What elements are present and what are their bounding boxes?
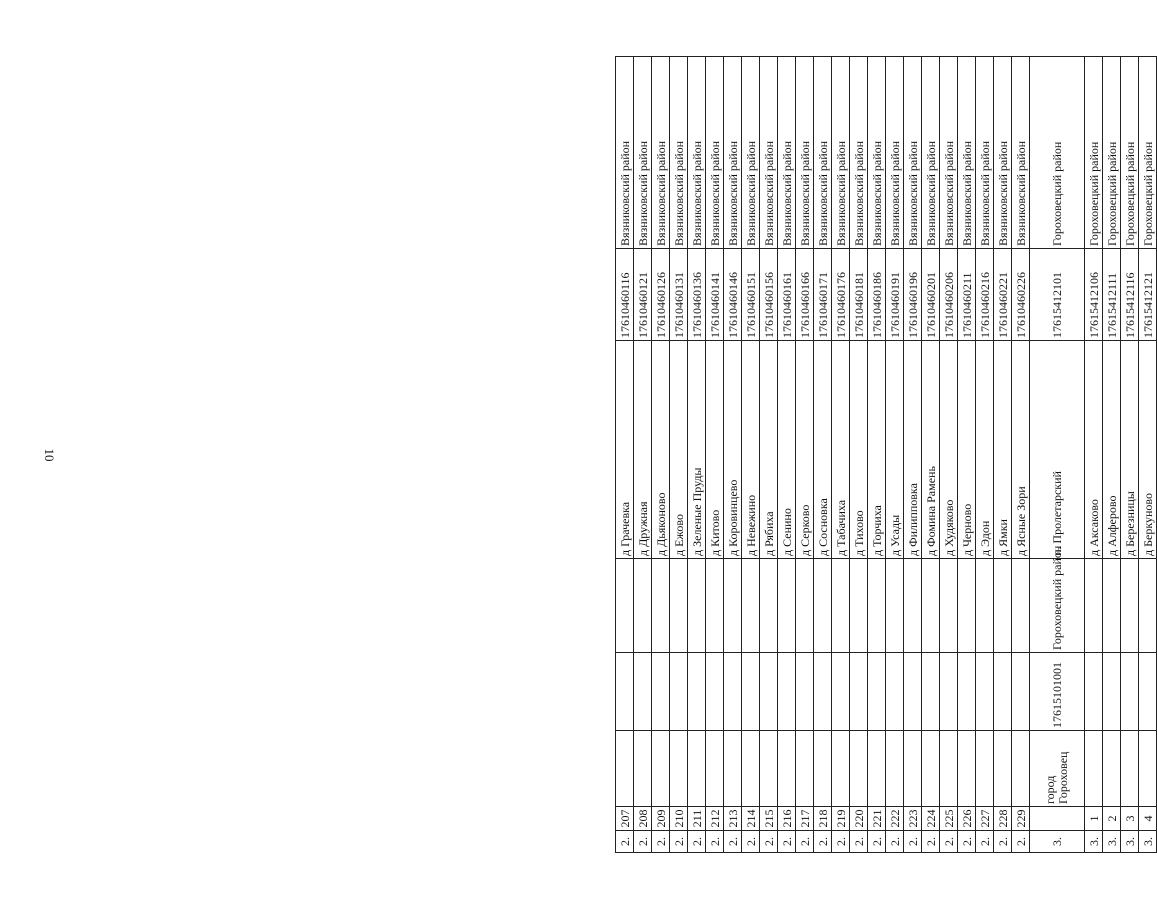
cell-district	[634, 559, 652, 653]
cell-n2: 4	[1139, 807, 1157, 831]
cell-city	[814, 731, 832, 807]
cell-city	[904, 731, 922, 807]
cell-n1: 3.	[1030, 831, 1085, 853]
cell-region: Вязниковский район	[868, 57, 886, 249]
cell-city: город Гороховец	[1030, 731, 1085, 807]
table-row	[832, 57, 850, 853]
cell-n1: 2.	[994, 831, 1012, 853]
cell-district	[850, 559, 868, 653]
cell-code1	[616, 653, 634, 731]
cell-n1: 2.	[706, 831, 724, 853]
cell-region: Вязниковский район	[886, 57, 904, 249]
cell-code2: 17610460186	[868, 249, 886, 341]
cell-n2: 212	[706, 807, 724, 831]
cell-n2: 2	[1103, 807, 1121, 831]
cell-place: д Эдон	[976, 341, 994, 559]
cell-city	[742, 731, 760, 807]
table-row	[634, 57, 652, 853]
cell-district	[724, 559, 742, 653]
cell-n1: 2.	[832, 831, 850, 853]
table-row	[742, 57, 760, 853]
cell-place: д Рябиха	[760, 341, 778, 559]
cell-city	[832, 731, 850, 807]
cell-code1	[670, 653, 688, 731]
cell-region: Вязниковский район	[634, 57, 652, 249]
cell-city	[886, 731, 904, 807]
cell-region: Вязниковский район	[958, 57, 976, 249]
cell-district	[904, 559, 922, 653]
table-row	[940, 57, 958, 853]
cell-region: Вязниковский район	[616, 57, 634, 249]
cell-region: Вязниковский район	[796, 57, 814, 249]
cell-code1	[814, 653, 832, 731]
cell-place: д Филипповка	[904, 341, 922, 559]
cell-place: д Серково	[796, 341, 814, 559]
table-row	[1121, 57, 1139, 853]
cell-region: Вязниковский район	[652, 57, 670, 249]
cell-place: д Зеленые Пруды	[688, 341, 706, 559]
cell-region: Гороховецкий район	[1103, 57, 1121, 249]
cell-region: Вязниковский район	[832, 57, 850, 249]
cell-code1	[1103, 653, 1121, 731]
table-row	[1012, 57, 1030, 853]
cell-city	[850, 731, 868, 807]
cell-district	[688, 559, 706, 653]
cell-code2: 17610460126	[652, 249, 670, 341]
cell-city	[688, 731, 706, 807]
cell-n2: 221	[868, 807, 886, 831]
cell-place: п. Пролетарский	[1030, 341, 1085, 559]
cell-code1	[1139, 653, 1157, 731]
cell-n2: 218	[814, 807, 832, 831]
cell-code1	[1085, 653, 1103, 731]
cell-code1	[868, 653, 886, 731]
cell-code2: 17610460191	[886, 249, 904, 341]
table-row	[796, 57, 814, 853]
cell-district	[652, 559, 670, 653]
cell-city	[760, 731, 778, 807]
cell-n2: 215	[760, 807, 778, 831]
cell-code1	[706, 653, 724, 731]
cell-district	[958, 559, 976, 653]
cell-n1: 2.	[778, 831, 796, 853]
cell-code1	[832, 653, 850, 731]
cell-place: д Аксаково	[1085, 341, 1103, 559]
table-row	[1139, 57, 1157, 853]
table-row	[1085, 57, 1103, 853]
cell-n1: 3.	[1139, 831, 1157, 853]
table-row	[652, 57, 670, 853]
rotated-table-container	[615, 57, 1155, 853]
cell-code1	[1012, 653, 1030, 731]
cell-district	[814, 559, 832, 653]
cell-city	[706, 731, 724, 807]
cell-n1: 2.	[616, 831, 634, 853]
cell-city	[670, 731, 688, 807]
cell-region: Гороховецкий район	[1085, 57, 1103, 249]
cell-place: д Дьяконово	[652, 341, 670, 559]
table-body	[616, 57, 1157, 853]
cell-city	[724, 731, 742, 807]
cell-place: д Табачиха	[832, 341, 850, 559]
table-row	[850, 57, 868, 853]
cell-code2: 17615412101	[1030, 249, 1085, 341]
cell-district	[706, 559, 724, 653]
cell-code1	[850, 653, 868, 731]
cell-place: д Невежино	[742, 341, 760, 559]
cell-city	[1085, 731, 1103, 807]
cell-district	[796, 559, 814, 653]
cell-n1: 2.	[850, 831, 868, 853]
cell-code2: 17610460171	[814, 249, 832, 341]
cell-code1	[904, 653, 922, 731]
cell-district	[976, 559, 994, 653]
cell-district	[922, 559, 940, 653]
cell-city	[616, 731, 634, 807]
cell-n1: 2.	[814, 831, 832, 853]
cell-n2: 211	[688, 807, 706, 831]
cell-n1: 2.	[652, 831, 670, 853]
cell-city	[922, 731, 940, 807]
cell-n2: 210	[670, 807, 688, 831]
cell-place: д Усады	[886, 341, 904, 559]
cell-region: Вязниковский район	[742, 57, 760, 249]
table-row	[1103, 57, 1121, 853]
cell-code2: 17610460141	[706, 249, 724, 341]
cell-region: Вязниковский район	[994, 57, 1012, 249]
cell-n1: 2.	[868, 831, 886, 853]
cell-region: Вязниковский район	[904, 57, 922, 249]
cell-place: д Ямки	[994, 341, 1012, 559]
cell-city	[652, 731, 670, 807]
cell-region: Вязниковский район	[850, 57, 868, 249]
cell-code1	[922, 653, 940, 731]
cell-code2: 17615412116	[1121, 249, 1139, 341]
cell-place: д Сосновка	[814, 341, 832, 559]
cell-code2: 17610460206	[940, 249, 958, 341]
cell-code1	[688, 653, 706, 731]
cell-place: д Ежово	[670, 341, 688, 559]
cell-code2: 17610460116	[616, 249, 634, 341]
cell-code1	[634, 653, 652, 731]
cell-n1: 2.	[742, 831, 760, 853]
cell-region: Вязниковский район	[814, 57, 832, 249]
cell-code1	[724, 653, 742, 731]
table-row	[616, 57, 634, 853]
table-row	[706, 57, 724, 853]
cell-n1: 2.	[724, 831, 742, 853]
cell-code2: 17610460196	[904, 249, 922, 341]
cell-n2: 208	[634, 807, 652, 831]
cell-n2: 219	[832, 807, 850, 831]
cell-n2: 220	[850, 807, 868, 831]
cell-place: д Тихово	[850, 341, 868, 559]
cell-code1	[778, 653, 796, 731]
cell-region: Вязниковский район	[940, 57, 958, 249]
table-row	[760, 57, 778, 853]
cell-n1: 2.	[688, 831, 706, 853]
cell-code1	[796, 653, 814, 731]
cell-place: д Грачевка	[616, 341, 634, 559]
settlements-table	[615, 56, 1157, 853]
cell-district	[832, 559, 850, 653]
cell-n2: 216	[778, 807, 796, 831]
cell-code2: 17610460166	[796, 249, 814, 341]
cell-code2: 17615412121	[1139, 249, 1157, 341]
cell-place: д Березницы	[1121, 341, 1139, 559]
cell-city	[634, 731, 652, 807]
cell-n1: 3.	[1085, 831, 1103, 853]
cell-n1: 2.	[940, 831, 958, 853]
cell-code2: 17610460146	[724, 249, 742, 341]
table-row	[688, 57, 706, 853]
cell-district	[742, 559, 760, 653]
page-number: 10	[42, 448, 57, 462]
cell-n2: 222	[886, 807, 904, 831]
cell-code2: 17615412106	[1085, 249, 1103, 341]
cell-district	[616, 559, 634, 653]
cell-district	[868, 559, 886, 653]
cell-region: Вязниковский район	[778, 57, 796, 249]
cell-district	[1139, 559, 1157, 653]
cell-region: Вязниковский район	[760, 57, 778, 249]
cell-city	[778, 731, 796, 807]
cell-district	[940, 559, 958, 653]
cell-code2: 17610460151	[742, 249, 760, 341]
cell-n1: 2.	[922, 831, 940, 853]
cell-n2: 1	[1085, 807, 1103, 831]
cell-district	[778, 559, 796, 653]
table-row	[958, 57, 976, 853]
cell-place: д Черново	[958, 341, 976, 559]
cell-place: д Худяково	[940, 341, 958, 559]
cell-city	[940, 731, 958, 807]
cell-city	[1012, 731, 1030, 807]
table-row	[976, 57, 994, 853]
cell-n2: 214	[742, 807, 760, 831]
cell-place: д Алферово	[1103, 341, 1121, 559]
cell-region: Вязниковский район	[670, 57, 688, 249]
cell-place: д Сенино	[778, 341, 796, 559]
cell-region: Вязниковский район	[1012, 57, 1030, 249]
cell-district	[886, 559, 904, 653]
cell-code1	[976, 653, 994, 731]
cell-region: Вязниковский район	[706, 57, 724, 249]
cell-code2: 17610460226	[1012, 249, 1030, 341]
cell-district	[1012, 559, 1030, 653]
cell-code1: 17615101001	[1030, 653, 1085, 731]
cell-code1	[1121, 653, 1139, 731]
cell-code1	[760, 653, 778, 731]
cell-district: Гороховецкий район	[1030, 559, 1085, 653]
cell-n1: 2.	[904, 831, 922, 853]
cell-n2: 217	[796, 807, 814, 831]
cell-n1: 2.	[1012, 831, 1030, 853]
cell-n1: 2.	[958, 831, 976, 853]
cell-code2: 17615412111	[1103, 249, 1121, 341]
cell-region: Гороховецкий район	[1030, 57, 1085, 249]
cell-n2: 213	[724, 807, 742, 831]
cell-city	[796, 731, 814, 807]
cell-n2: 228	[994, 807, 1012, 831]
cell-district	[1085, 559, 1103, 653]
cell-place: д Дружная	[634, 341, 652, 559]
cell-region: Гороховецкий район	[1139, 57, 1157, 249]
cell-code1	[742, 653, 760, 731]
cell-region: Вязниковский район	[922, 57, 940, 249]
cell-city	[1139, 731, 1157, 807]
cell-code1	[958, 653, 976, 731]
cell-city	[976, 731, 994, 807]
table-row	[904, 57, 922, 853]
cell-n2: 3	[1121, 807, 1139, 831]
cell-code2: 17610460136	[688, 249, 706, 341]
cell-n1: 3.	[1103, 831, 1121, 853]
cell-code2: 17610460156	[760, 249, 778, 341]
cell-n2: 225	[940, 807, 958, 831]
cell-place: д Ясные Зори	[1012, 341, 1030, 559]
table-row	[778, 57, 796, 853]
cell-district	[670, 559, 688, 653]
cell-region: Вязниковский район	[724, 57, 742, 249]
cell-district	[1103, 559, 1121, 653]
cell-code2: 17610460181	[850, 249, 868, 341]
cell-code2: 17610460121	[634, 249, 652, 341]
cell-place: д Беркуново	[1139, 341, 1157, 559]
cell-region: Вязниковский район	[976, 57, 994, 249]
cell-n1: 2.	[976, 831, 994, 853]
cell-code2: 17610460216	[976, 249, 994, 341]
cell-n2: 209	[652, 807, 670, 831]
cell-place: д Фомина Рамень	[922, 341, 940, 559]
cell-n1: 2.	[760, 831, 778, 853]
cell-place: д Китово	[706, 341, 724, 559]
table-row	[868, 57, 886, 853]
cell-n2	[1030, 807, 1085, 831]
cell-n1: 3.	[1121, 831, 1139, 853]
table-row	[922, 57, 940, 853]
cell-city	[1121, 731, 1139, 807]
cell-n1: 2.	[886, 831, 904, 853]
cell-region: Вязниковский район	[688, 57, 706, 249]
table-row	[994, 57, 1012, 853]
cell-n2: 224	[922, 807, 940, 831]
cell-district	[760, 559, 778, 653]
cell-district	[994, 559, 1012, 653]
cell-code2: 17610460176	[832, 249, 850, 341]
cell-code2: 17610460201	[922, 249, 940, 341]
cell-n2: 226	[958, 807, 976, 831]
cell-code1	[886, 653, 904, 731]
table-row	[814, 57, 832, 853]
cell-city	[868, 731, 886, 807]
cell-city	[1103, 731, 1121, 807]
cell-n2: 227	[976, 807, 994, 831]
cell-place: д Торчиха	[868, 341, 886, 559]
cell-code2: 17610460221	[994, 249, 1012, 341]
cell-n2: 207	[616, 807, 634, 831]
table-row	[886, 57, 904, 853]
cell-code1	[652, 653, 670, 731]
cell-code1	[940, 653, 958, 731]
table-row	[724, 57, 742, 853]
cell-n2: 223	[904, 807, 922, 831]
cell-n1: 2.	[796, 831, 814, 853]
cell-n1: 2.	[670, 831, 688, 853]
cell-code2: 17610460131	[670, 249, 688, 341]
table-row	[1030, 57, 1085, 853]
cell-n1: 2.	[634, 831, 652, 853]
cell-district	[1121, 559, 1139, 653]
cell-code1	[994, 653, 1012, 731]
cell-n2: 229	[1012, 807, 1030, 831]
cell-city	[994, 731, 1012, 807]
cell-city	[958, 731, 976, 807]
cell-place: д Коровинцево	[724, 341, 742, 559]
table-row	[670, 57, 688, 853]
cell-region: Гороховецкий район	[1121, 57, 1139, 249]
cell-code2: 17610460211	[958, 249, 976, 341]
cell-code2: 17610460161	[778, 249, 796, 341]
